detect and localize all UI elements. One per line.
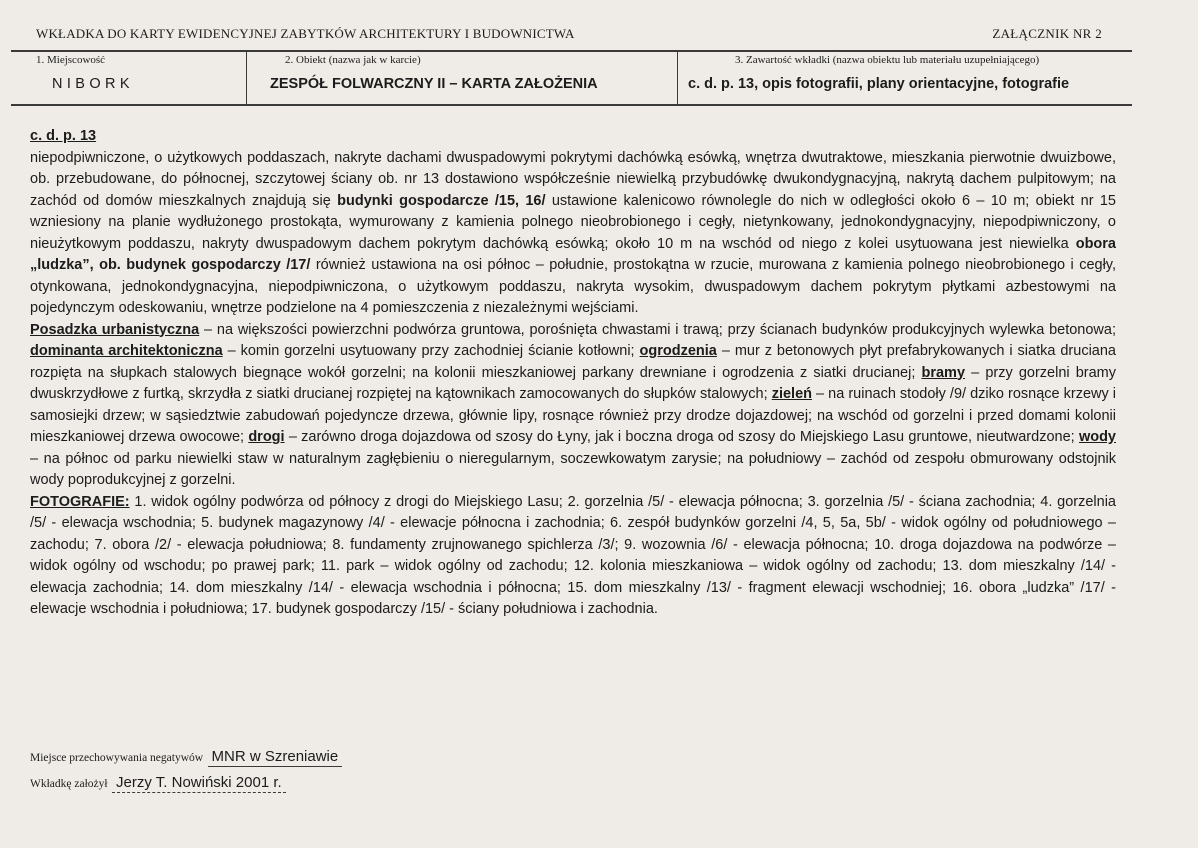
contents-label: 3. Zawartość wkładki (nazwa obiektu lub materiału uzupełniającego)	[735, 54, 1040, 66]
negatives-storage-row	[30, 748, 342, 766]
term-surface: Posadzka urbanistyczna	[30, 321, 200, 338]
gates-text: – przy gorzelni bramy dwuskrzydłowe z furtką, skrzydła z siatki drucianej rozpiętej na kątownikach zamocowanych do słupków stalowych;	[30, 364, 1117, 402]
surface-text: – na większości powierzchni podwórza gruntowa, porośnięta chwastami i trawą; przy ścianach budynków produkcyjnych wylewka betonowa;	[199, 321, 1116, 338]
storage-value: MNR w Szreniawie	[208, 748, 343, 767]
term-greenery: zieleń	[771, 386, 812, 402]
greenery-text: – na ruinach stodoły /9/ dziko rosnące krzewy i samosiejki drzew; w sąsiedztwie zabudowań pojedyncze drzewa, głównie lipy, rosnące również przy drodze dojazdowej; na wschód od gorzelni i przed domami kolonii mieszkaniowej drzewa owocowe;	[30, 386, 1117, 445]
object-value: ZESPÓŁ FOLWARCZNY II – KARTA ZAŁOŻENIA	[270, 76, 598, 92]
object-label: 2. Obiekt (nazwa jak w karcie)	[285, 54, 421, 66]
locality-value: NIBORK	[52, 76, 134, 92]
term-roads: drogi	[248, 429, 285, 445]
contents-value: c. d. p. 13, opis fotografii, plany orientacyjne, fotografie	[688, 76, 1070, 92]
document-header	[0, 26, 1198, 46]
term-gates: bramy	[921, 364, 966, 381]
photos-label: FOTOGRAFIE:	[30, 493, 130, 510]
storage-label: Miejsce przechowywania negatywów	[30, 752, 204, 764]
cowshed-term: obora „ludzka”, ob. budynek gospodarczy /17/	[30, 235, 1116, 273]
photos-paragraph	[30, 492, 1116, 621]
locality-label: 1. Miejscowość	[36, 54, 106, 66]
section-heading	[30, 126, 1116, 148]
author-row	[30, 774, 286, 792]
section-heading-text: c. d. p. 13	[30, 128, 97, 144]
layout-paragraph	[30, 320, 1116, 492]
document-body	[30, 126, 1116, 621]
form-header-table	[11, 50, 1132, 106]
farm-buildings-term: budynki gospodarcze /15, 16/	[337, 192, 546, 209]
roads-text: – zarówno droga dojazdowa od szosy do Łyny, jak i boczna droga od szosy do Miejskiego Lasu gruntowe, nieutwardzone;	[284, 429, 1079, 445]
contents-cell	[677, 52, 1133, 104]
author-label: Wkładkę założył	[30, 778, 108, 790]
fences-text: – mur z betonowych płyt prefabrykowanych i siatka druciana rozpięta na słupkach stalowych biegnące wokół gorzelni; na kolonii mieszkaniowej parkany drewniane i ogrodzenia z siatki drucianej;	[30, 343, 1116, 381]
document-title: WKŁADKA DO KARTY EWIDENCYJNEJ ZABYTKÓW ARCHITEKTURY I BUDOWNICTWA	[36, 26, 575, 41]
term-waters: wody	[1078, 429, 1116, 445]
photos-list: 1. widok ogólny podwórza od północy z drogi do Miejskiego Lasu; 2. gorzelnia /5/ - elewacja północna; 3. gorzelnia /5/ - ściana zachodnia; 4. gorzelnia /5/ - elewacja wschodnia; 5. budynek magazynowy /4/ - elewacje północna i zachodnia; 6. zespół budynków gorzelni /4, 5, 5a, 5b/ - widok ogólny od południowego – zachodu; 7. obora /2/ - elewacja południowa; 8. fundamenty zrujnowanego spichlerza /3/; 9. wozownia /6/ - elewacja północna; 10. droga dojazdowa na podwórze – widok ogólny od wschodu; po prawej park; 11. park – widok ogólny od zachodu; 12. kolonia mieszkaniowa – widok ogólny od zachodu; 13. dom mieszkalny /14/ - elewacja zachodnia; 14. dom mieszkalny /14/ - elewacja wschodnia i północna; 15. dom mieszkalny /13/ - fragment elewacji wschodniej; 16. obora „ludzka” /17/ - elewacje wschodnia i południowa; 17. budynek gospodarczy /15/ - ściany południowa i zachodnia.	[30, 493, 1116, 617]
annex-number: ZAŁĄCZNIK NR 2	[992, 26, 1102, 41]
buildings-text-3: również ustawiona na osi północ – południe, prostokątna w rzucie, murowana z kamienia polnego nieobrobionego i cegły, otynkowana, jednokondygnacyjna, niepodpiwniczona, o użytkowym poddaszu, nakryta wysokim, dwuspadowym dachem pokrytym płytkami azbestowymi na pojedynczym odeskowaniu, wnętrze podzielone na 4 pomieszczenia z niezależnymi wejściami.	[30, 257, 1117, 316]
dominant-text: – komin gorzelni usytuowany przy zachodniej ścianie kotłowni;	[222, 343, 640, 359]
author-value: Jerzy T. Nowiński 2001 r.	[112, 774, 286, 793]
buildings-paragraph	[30, 148, 1116, 320]
buildings-text-1: niepodpiwniczone, o użytkowych poddaszach, nakryte dachami dwuspadowymi pokrytymi dachówką esówką, wnętrza dwutraktowe, mieszkania pierwotnie dwuizbowe, ob. przebudowane, do północnej, szczytowej ściany ob. nr 13 dostawiono współcześnie niewielką przybudówkę dwukondygnacyjną, nakrytą dachem pulpitowym; na zachód od domów mieszkalnych znajdują się	[30, 149, 1116, 209]
object-cell	[246, 52, 676, 104]
buildings-text-2: ustawione kalenicowo równolegle do nich w odległości około 6 – 10 m; obiekt nr 15 wzniesiony na planie wydłużonego prostokąta, wymurowany z kamienia polnego nieobrobionego i cegły, nietynkowany, jednokondygnacyjny, niepodpiwniczony, o nieużytkowym poddaszu, nakryty dwuspadowym dachem pokrytym dachówką esówką; około 10 m na wschód od niego z kolei usytuowana jest niewielka	[30, 192, 1116, 252]
locality-cell	[11, 52, 244, 104]
term-dominant: dominanta architektoniczna	[30, 343, 223, 359]
term-fences: ogrodzenia	[639, 343, 717, 359]
waters-text: – na północ od parku niewielki staw w naturalnym zagłębieniu o nieregularnym, soczewkowatym zarysie; na południowy – zachód od zespołu obmurowany odstojnik wody poprodukcyjnej z gorzelni.	[30, 450, 1116, 488]
